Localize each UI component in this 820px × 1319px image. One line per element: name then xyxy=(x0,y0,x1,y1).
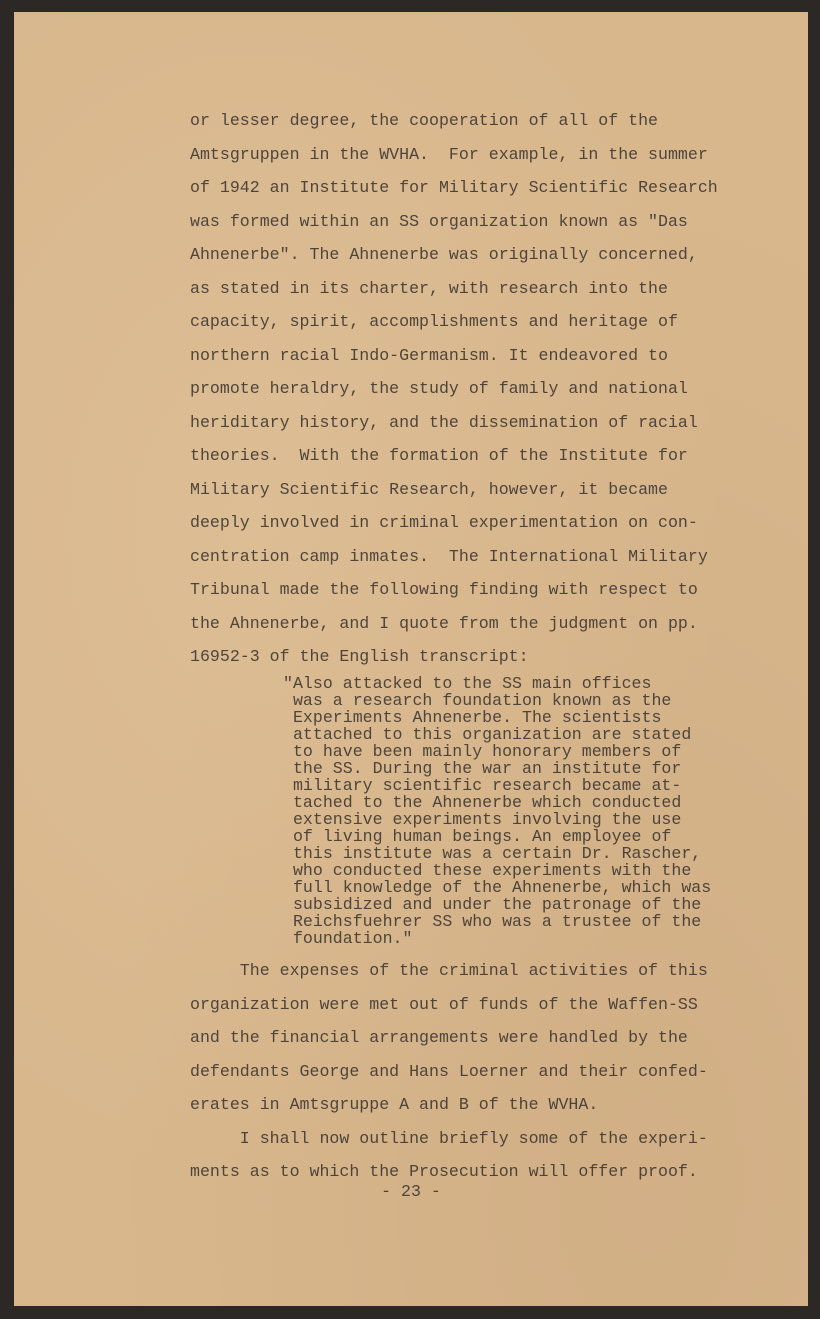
text-line: heriditary history, and the dissemination of racial xyxy=(190,412,698,432)
text-line: was formed within an SS organization known as "Das xyxy=(190,211,688,231)
text-line: and the financial arrangements were handled by the xyxy=(190,1028,688,1047)
text-line: subsidized and under the patronage of the xyxy=(283,895,702,914)
block-quote xyxy=(283,675,711,947)
page-number: - 23 - xyxy=(381,1182,441,1201)
text-line: as stated in its charter, with research into the xyxy=(190,278,668,298)
text-line: erates in Amtsgruppe A and B of the WVHA. xyxy=(190,1095,599,1114)
text-line: I shall now outline briefly some of the experi- xyxy=(190,1128,708,1148)
text-line: the Ahnenerbe, and I quote from the judgment on pp. xyxy=(190,613,698,633)
text-line: military scientific research became at- xyxy=(283,776,682,795)
text-line: Tribunal made the following finding with respect to xyxy=(190,580,698,599)
text-line: extensive experiments involving the use xyxy=(283,810,682,829)
text-line: defendants George and Hans Loerner and their confed- xyxy=(190,1061,708,1081)
text-line: to have been mainly honorary members of xyxy=(283,742,682,761)
closing-text xyxy=(190,954,708,1189)
text-line: capacity, spirit, accomplishments and heritage of xyxy=(190,312,678,331)
text-line: of 1942 an Institute for Military Scientific Research xyxy=(190,178,718,197)
text-line: of living human beings. An employee of xyxy=(283,827,672,846)
text-line: The expenses of the criminal activities of this xyxy=(190,961,708,980)
text-line: the SS. During the war an institute for xyxy=(283,759,682,778)
text-line: full knowledge of the Ahnenerbe, which was xyxy=(283,878,712,897)
text-line: was a research foundation known as the xyxy=(283,691,672,710)
text-line: "Also attacked to the SS main offices xyxy=(283,674,652,693)
text-line: 16952-3 of the English transcript: xyxy=(190,647,529,666)
text-line: deeply involved in criminal experimentation on con- xyxy=(190,513,698,532)
text-line: theories. With the formation of the Institute for xyxy=(190,446,688,465)
text-line: centration camp inmates. The International Military xyxy=(190,546,708,566)
text-line: who conducted these experiments with the xyxy=(283,861,692,880)
text-line: Amtsgruppen in the WVHA. For example, in the summer xyxy=(190,144,708,164)
text-line: northern racial Indo-Germanism. It endeavored to xyxy=(190,345,668,365)
text-line: or lesser degree, the cooperation of all of the xyxy=(190,111,659,130)
text-line: promote heraldry, the study of family and national xyxy=(190,379,688,398)
text-line: Ahnenerbe". The Ahnenerbe was originally concerned, xyxy=(190,245,698,264)
document-page xyxy=(14,12,808,1306)
text-line: Experiments Ahnenerbe. The scientists xyxy=(283,708,662,727)
text-line: Military Scientific Research, however, it became xyxy=(190,479,668,499)
text-line: organization were met out of funds of the Waffen-SS xyxy=(190,994,698,1014)
text-line: this institute was a certain Dr. Rascher, xyxy=(283,844,702,863)
body-text xyxy=(190,104,718,674)
text-line: Reichsfuehrer SS who was a trustee of the xyxy=(283,912,702,931)
text-line: ments as to which the Prosecution will offer proof. xyxy=(190,1162,698,1181)
text-line: attached to this organization are stated xyxy=(283,725,692,744)
text-line: foundation." xyxy=(283,929,413,948)
text-line: tached to the Ahnenerbe which conducted xyxy=(283,793,682,812)
